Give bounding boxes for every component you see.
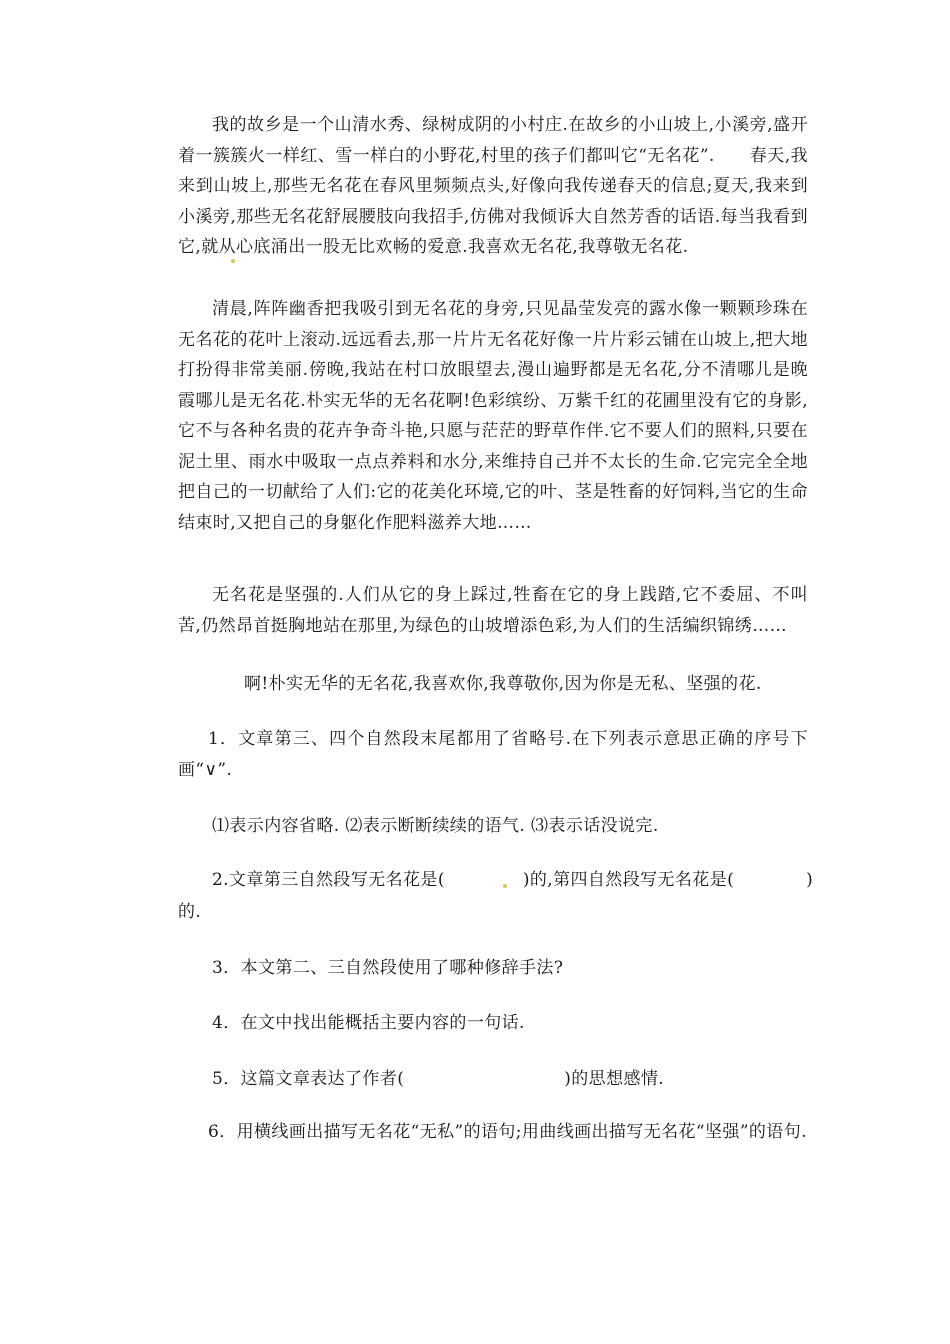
article-paragraph-4: 啊!朴实无华的无名花,我喜欢你,我尊敬你,因为你是无私、坚强的花. (244, 674, 762, 694)
question-5 (212, 1064, 664, 1094)
article-paragraph-2: 清晨,阵阵幽香把我吸引到无名花的身旁,只见晶莹发亮的露水像一颗颗珍珠在无名花的花叶上滚动.远远看去,那一片片无名花好像一片片彩云铺在山坡上,把大地打扮得非常美丽.傍晚,我站在村口放眼望去,漫山遍野都是无名花,分不清哪儿是晚霞哪儿是无名花.朴实无华的无名花啊!色彩缤纷、万紫千红的花圃里没有它的身影,它不与各种名贵的花卉争奇斗艳,只愿与茫茫的野草作伴.它不要人们的照料,只要在泥土里、雨水中吸取一点点养料和水分,来维持自己并不太长的生命.它完完全全地把自己的一切献给了人们:它的花美化环境,它的叶、茎是牲畜的好饲料,当它的生命结束时,又把自己的身躯化作肥料滋养大地…… (178, 299, 808, 533)
question-1-options: ⑴表示内容省略. ⑵表示断断续续的语气. ⑶表示话没说完. (212, 816, 659, 836)
highlight-mark (231, 259, 235, 263)
question-5-part-a: 5．这篇文章表达了作者( (212, 1069, 405, 1089)
question-2-part-c: ) (806, 870, 814, 890)
question-1: 1．文章第三、四个自然段末尾都用了省略号.在下列表示意思正确的序号下画“∨”. (178, 729, 808, 780)
question-6: 6．用横线画出描写无名花“无私”的语句;用曲线画出描写无名花“坚强”的语句. (208, 1122, 807, 1142)
question-2-part-a: 2.文章第三自然段写无名花是( (212, 870, 445, 890)
highlight-mark (503, 884, 507, 888)
question-2-part-b: )的,第四自然段写无名花是( (522, 870, 735, 890)
question-2-line-1 (212, 865, 813, 895)
question-3: 3．本文第二、三自然段使用了哪种修辞手法? (212, 958, 564, 978)
article-paragraph-1: 我的故乡是一个山清水秀、绿树成阴的小村庄.在故乡的小山坡上,小溪旁,盛开着一簇簇火一样红、雪一样白的小野花,村里的孩子们都叫它“无名花”. 春天,我来到山坡上,那些无名花在春风里频频点头,好像向我传递春天的信息;夏天,我来到小溪旁,那些无名花舒展腰肢向我招手,仿佛对我倾诉大自然芳香的话语.每当我看到它,就从心底涌出一股无比欢畅的爱意.我喜欢无名花,我尊敬无名花. (178, 115, 808, 257)
article-paragraph-3: 无名花是坚强的.人们从它的身上踩过,牲畜在它的身上践踏,它不委屈、不叫苦,仍然昂首挺胸地站在那里,为绿色的山坡增添色彩,为人们的生活编织锦绣…… (178, 585, 808, 636)
question-5-part-b: )的思想感情. (564, 1069, 665, 1089)
question-4: 4．在文中找出能概括主要内容的一句话. (212, 1013, 525, 1033)
question-2-line-2: 的. (178, 902, 202, 922)
